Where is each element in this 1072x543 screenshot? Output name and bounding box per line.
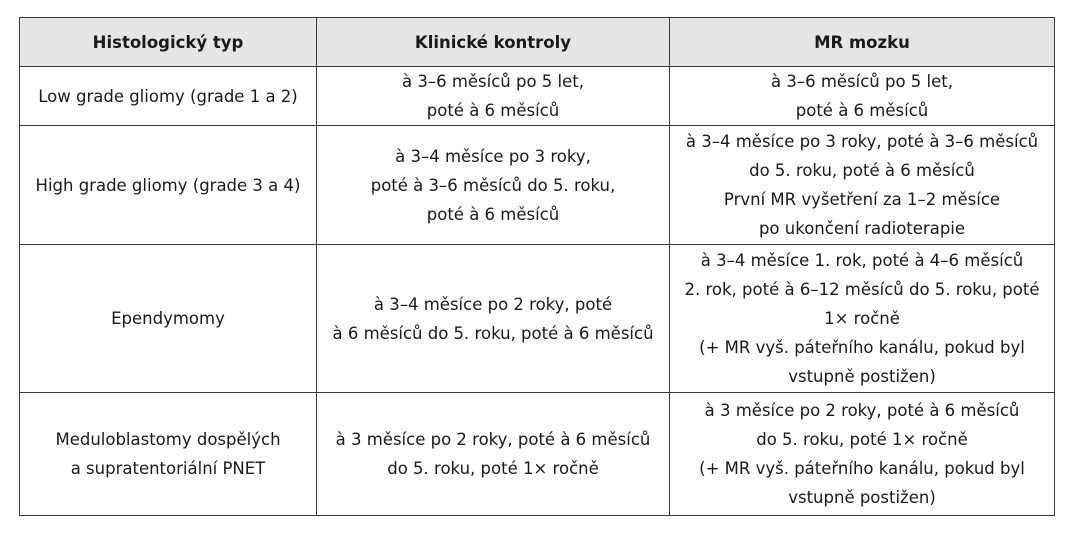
cell-line: à 3–6 měsíců po 5 let, <box>770 72 954 91</box>
cell-line: à 3–4 měsíce po 3 roky, poté à 3–6 měsíců <box>685 132 1039 151</box>
cell-mri <box>670 67 1055 126</box>
cell-line: à 3–6 měsíců po 5 let, <box>401 72 585 91</box>
header-clinical-checks: Klinické kontroly <box>317 18 670 67</box>
header-brain-mri: MR mozku <box>670 18 1055 67</box>
cell-line: à 6 měsíců do 5. roku, poté à 6 měsíců <box>332 323 654 343</box>
cell-type <box>20 393 317 516</box>
cell-line: poté à 6 měsíců <box>426 204 560 224</box>
cell-line: à 3–4 měsíce po 2 roky, poté <box>373 294 613 314</box>
cell-line: do 5. roku, poté à 6 měsíců <box>749 161 975 180</box>
cell-clinical <box>317 126 670 245</box>
cell-line: po ukončení radioterapie <box>758 219 966 238</box>
cell-clinical <box>317 67 670 126</box>
cell-type <box>20 67 317 126</box>
table-row <box>20 67 1055 126</box>
cell-line: Low grade gliomy (grade 1 a 2) <box>38 86 298 106</box>
cell-line: do 5. roku, poté 1× ročně <box>387 459 599 478</box>
cell-line: a supratentoriální PNET <box>70 459 266 478</box>
cell-line: à 3 měsíce po 2 roky, poté à 6 měsíců <box>335 430 651 449</box>
cell-line: poté à 6 měsíců <box>426 101 560 120</box>
cell-type <box>20 245 317 393</box>
cell-line: Meduloblastomy dospělých <box>55 430 281 449</box>
cell-line: do 5. roku, poté 1× ročně <box>756 430 968 449</box>
follow-up-table <box>19 17 1055 516</box>
cell-clinical <box>317 393 670 516</box>
cell-line: Ependymomy <box>111 309 225 328</box>
table-row <box>20 126 1055 245</box>
cell-line: High grade gliomy (grade 3 a 4) <box>35 175 301 195</box>
cell-line: vstupně postižen) <box>788 488 936 507</box>
cell-line: (+ MR vyš. páteřního kanálu, pokud byl <box>699 459 1025 478</box>
table-row <box>20 245 1055 393</box>
cell-line: První MR vyšetření za 1–2 měsíce <box>723 190 1001 209</box>
cell-type <box>20 126 317 245</box>
cell-mri <box>670 126 1055 245</box>
header-row <box>20 18 1055 67</box>
cell-line: 2. rok, poté à 6–12 měsíců do 5. roku, poté <box>684 280 1040 299</box>
cell-line: 1× ročně <box>824 309 900 328</box>
cell-mri <box>670 393 1055 516</box>
cell-line: à 3–4 měsíce po 3 roky, <box>395 146 591 166</box>
cell-line: à 3 měsíce po 2 roky, poté à 6 měsíců <box>704 401 1020 420</box>
header-histologic-type: Histologický typ <box>20 18 317 67</box>
table-row <box>20 393 1055 516</box>
cell-line: vstupně postižen) <box>788 367 936 386</box>
cell-line: poté à 3–6 měsíců do 5. roku, <box>370 175 616 195</box>
cell-mri <box>670 245 1055 393</box>
cell-clinical <box>317 245 670 393</box>
cell-line: poté à 6 měsíců <box>795 101 929 120</box>
cell-line: (+ MR vyš. páteřního kanálu, pokud byl <box>699 338 1025 357</box>
cell-line: à 3–4 měsíce 1. rok, poté à 4–6 měsíců <box>700 251 1024 270</box>
